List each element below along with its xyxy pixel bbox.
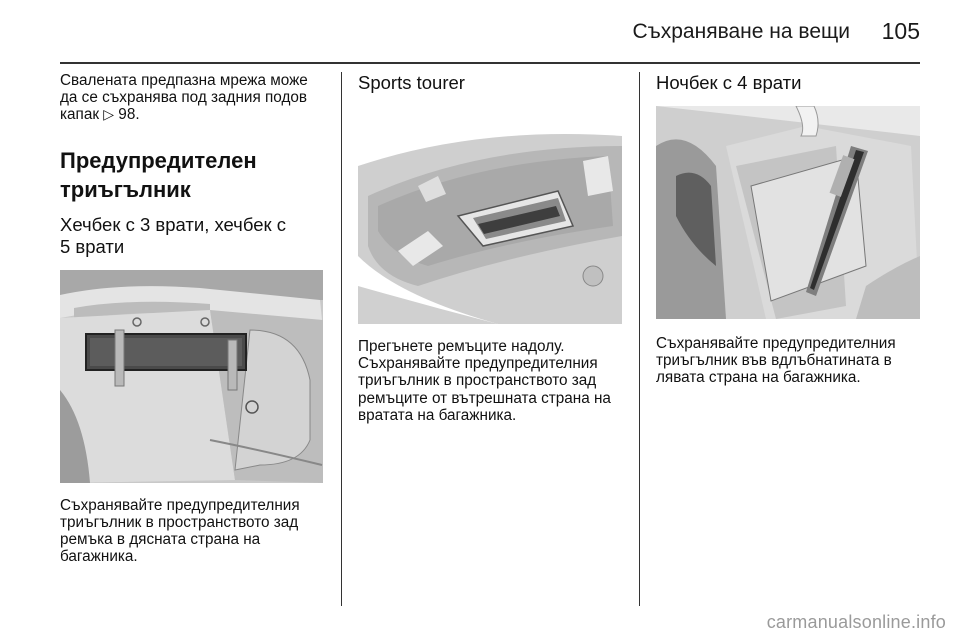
caption-sports-tourer (358, 338, 628, 424)
notchback-trunk-photo (656, 106, 920, 319)
column-3 (656, 72, 924, 387)
caption-hatchback-line-2: триъгълник в пространството зад (60, 513, 299, 531)
intro-line-1: Свалената предпазна мрежа може (60, 72, 308, 89)
watermark: carmanualsonline.info (766, 612, 946, 632)
header-divider (60, 62, 920, 64)
hatchback-trunk-photo (60, 270, 323, 483)
caption-hatchback-line-3: ремъка в дясната страна на (60, 531, 261, 549)
caption-notchback (656, 335, 924, 387)
intro-line-2: да се съхранява под задния подов (60, 89, 308, 107)
column-divider-1 (341, 72, 342, 606)
caption-sports-tourer-line-2: Съхранявайте предупредителния (358, 355, 598, 373)
caption-notchback-line-1: Съхранявайте предупредителния (656, 335, 896, 352)
caption-notchback-line-2: триъгълник във вдлъбнатината в (656, 352, 892, 370)
caption-sports-tourer-line-4: ремъците от вътрешната страна на (358, 389, 611, 407)
section-heading (60, 146, 330, 204)
caption-hatchback-line-1: Съхранявайте предупредителния (60, 496, 300, 514)
caption-hatchback-line-4: багажника. (60, 548, 138, 566)
subheading-sports-tourer: Sports tourer (358, 72, 465, 93)
intro-line-3-prefix: капак (60, 106, 104, 124)
page-reference-icon: ▷ (103, 106, 115, 123)
subheading-line-2: 5 врати (60, 235, 125, 257)
section-heading-line-1: Предупредителен (60, 147, 257, 173)
page-header-title: Съхраняване на вещи (632, 20, 850, 43)
column-1 (60, 72, 330, 565)
page-number: 105 (881, 18, 920, 44)
caption-sports-tourer-line-1: Прегънете ремъците надолу. (358, 338, 565, 355)
intro-paragraph (60, 72, 330, 124)
subheading-hatchback (60, 214, 330, 258)
caption-sports-tourer-line-3: триъгълник в пространството зад (358, 372, 597, 390)
subheading-notchback: Ночбек с 4 врати (656, 72, 802, 93)
caption-hatchback (60, 497, 330, 566)
intro-line-3-suffix: 98. (114, 106, 140, 124)
column-2 (358, 72, 628, 424)
caption-notchback-line-3: лявата страна на багажника. (656, 369, 861, 387)
subheading-line-1: Хечбек с 3 врати, хечбек с (60, 213, 286, 235)
section-heading-line-2: триъгълник (60, 176, 191, 202)
column-divider-2 (639, 72, 640, 606)
sports-tourer-tailgate-photo (358, 106, 622, 324)
caption-sports-tourer-line-5: вратата на багажника. (358, 406, 517, 424)
